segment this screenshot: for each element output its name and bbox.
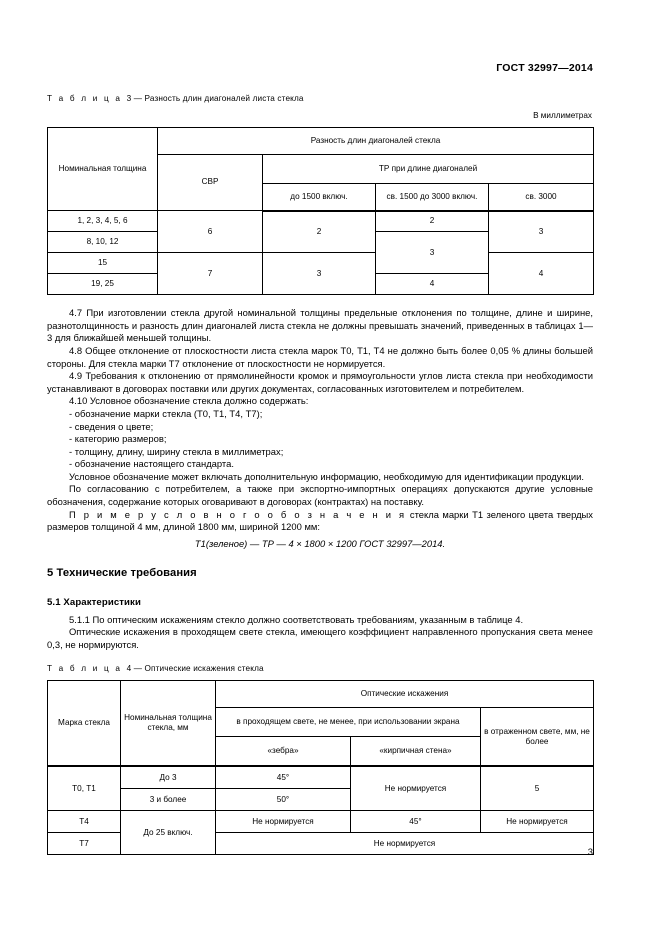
- table4-cell-thickness: До 25 включ.: [121, 811, 216, 855]
- table3-cell-tr2: 3: [376, 232, 489, 274]
- table4-cell-zebra: 50°: [216, 789, 351, 811]
- paragraph-4-9: 4.9 Требования к отклонению от прямолинейности кромок и прямоугольности углов листа стекла при необходимости устанавливают в договорах поставки или других документах, согласованных изготовителем и потребителем.: [47, 370, 593, 394]
- paragraph-agreement: По согласованию с потребителем, а также при экспортно-импортных операциях допускаются другие условные обозначения, содержание которых оговаривают в договорах (контрактах) на поставку.: [47, 483, 593, 508]
- table4-header-thickness: Номинальная толщина стекла, мм: [121, 681, 216, 767]
- table4-cell-thickness: 3 и более: [121, 789, 216, 811]
- table3-cell-thickness: 15: [48, 253, 158, 274]
- section-heading-5: 5 Технические требования: [47, 566, 197, 579]
- table4-header-transmitted: в проходящем свете, не менее, при использовании экрана: [216, 708, 481, 737]
- table4-cell-brand: Т7: [48, 833, 121, 855]
- table4-header-row-1: [48, 681, 594, 708]
- paragraph-optical-distortions: Оптические искажения в проходящем свете стекла, имеющего коэффициент направленного пропускания света менее 0,3, не нормируются.: [47, 626, 593, 651]
- table4-header-brick: «кирпичная стена»: [351, 737, 481, 767]
- paragraph-example: [47, 509, 593, 534]
- table3-cell-svr: 6: [158, 211, 263, 253]
- example-rest: стекла марки Т1 зеленого цвета твердых размеров толщиной 4 мм, длиной 1800 мм, шириной 1200 мм:: [47, 508, 594, 533]
- table3-cell-tr1: 3: [263, 253, 376, 295]
- table-row: [48, 211, 594, 232]
- table3-caption-dash: —: [133, 94, 143, 103]
- page-content: [47, 94, 593, 855]
- bullet-item: - обозначение марки стекла (Т0, Т1, Т4, Т7);: [69, 407, 263, 419]
- subsection-heading-5-1: 5.1 Характеристики: [47, 596, 141, 608]
- table3-header-tr-c3: св. 3000: [489, 183, 594, 211]
- bullet-item: - толщину, длину, ширину стекла в миллиметрах;: [69, 445, 284, 457]
- table3-caption-title: Разность длин диагоналей листа стекла: [144, 94, 304, 103]
- table4-cell-zebra: Не нормируется: [216, 833, 594, 855]
- paragraph-4-8: 4.8 Общее отклонение от плоскостности листа стекла марок Т0, Т1, Т4 не должно быть более 0,05 % длины большей стороны. Для стекла марки Т7 отклонение от плоскостности не нормируется.: [47, 344, 593, 369]
- table4-cell-brick: 45°: [351, 811, 481, 833]
- paragraph-4-10: 4.10 Условное обозначение стекла должно содержать:: [69, 395, 309, 407]
- paragraph-4-7: 4.7 При изготовлении стекла другой номинальной толщины предельные отклонения по толщине, длине и ширине, разнотолщинность и разность длин диагоналей листа стекла не должны превышать значений, приведенных в таблицах 1—3 для ближайшей меньшей толщины.: [47, 307, 593, 344]
- table3-header-group: Разность длин диагоналей стекла: [158, 127, 594, 154]
- table4-header-brand: Марка стекла: [48, 681, 121, 767]
- page-number: 3: [587, 846, 593, 857]
- table4-cell-reflected: Не нормируется: [481, 811, 594, 833]
- table3-cell-svr: 7: [158, 253, 263, 295]
- example-designation-code: Т1(зеленое) — ТР — 4 × 1800 × 1200 ГОСТ 32997—2014.: [194, 537, 446, 549]
- table4-caption-prefix: Т а б л и ц а: [47, 663, 123, 673]
- standard-number-header: ГОСТ 32997—2014: [496, 62, 593, 74]
- table3-header-thickness: Номинальная толщина: [48, 127, 158, 211]
- table4-cell-zebra: 45°: [216, 766, 351, 789]
- bullet-item: - категорию размеров;: [69, 433, 167, 445]
- table3-cell-thickness: 19, 25: [48, 274, 158, 295]
- table4-caption-title: Оптические искажения стекла: [144, 663, 264, 673]
- table-row: [48, 766, 594, 789]
- table3-header-row-1: [48, 127, 594, 154]
- table4-header-zebra: «зебра»: [216, 737, 351, 767]
- table3-cell-tr2: 2: [376, 211, 489, 232]
- example-label: П р и м е р у с л о в н о г о о б о з н а ч е н и я: [69, 508, 407, 520]
- table3-header-svr: СВР: [158, 154, 263, 211]
- table4-header-reflected: в отраженном свете, мм, не более: [481, 708, 594, 767]
- table4-cell-zebra: Не нормируется: [216, 811, 351, 833]
- table4-caption: [47, 664, 593, 675]
- table3-cell-thickness: 1, 2, 3, 4, 5, 6: [48, 211, 158, 232]
- table3-cell-tr3: 4: [489, 253, 594, 295]
- paragraph-conditional-designation: Условное обозначение может включать дополнительную информацию, необходимую для идентификации продукции.: [69, 470, 584, 482]
- table4-cell-brand: Т4: [48, 811, 121, 833]
- table-3-diagonal-differences: [47, 127, 594, 296]
- table-4-optical-distortions: [47, 680, 594, 855]
- table3-caption-prefix: Т а б л и ц а: [47, 94, 123, 103]
- table3-cell-thickness: 8, 10, 12: [48, 232, 158, 253]
- table3-cell-tr3: 3: [489, 211, 594, 253]
- table-row: [48, 253, 594, 274]
- bullet-item: - сведения о цвете;: [69, 420, 154, 432]
- table3-cell-tr1: 2: [263, 211, 376, 253]
- bullet-item: - обозначение настоящего стандарта.: [69, 458, 234, 470]
- table3-header-tr-group: ТР при длине диагоналей: [263, 154, 594, 183]
- table4-cell-thickness: До 3: [121, 766, 216, 789]
- table-row: [48, 811, 594, 833]
- table3-caption-number: 3: [126, 94, 132, 103]
- table3-header-tr-c2: св. 1500 до 3000 включ.: [376, 183, 489, 211]
- table4-header-group: Оптические искажения: [216, 681, 594, 708]
- table3-units-note: В миллиметрах: [533, 110, 592, 120]
- table4-caption-number: 4: [126, 663, 132, 673]
- table3-header-tr-c1: до 1500 включ.: [263, 183, 376, 211]
- table4-cell-reflected: 5: [481, 766, 594, 811]
- paragraph-5-1-1: 5.1.1 По оптическим искажениям стекло должно соответствовать требованиям, указанным в таблице 4.: [69, 613, 524, 625]
- table3-caption: [47, 94, 593, 105]
- table4-cell-brand: Т0, Т1: [48, 766, 121, 811]
- table3-cell-tr2: 4: [376, 274, 489, 295]
- table4-caption-dash: —: [133, 663, 143, 673]
- table4-cell-brick: Не нормируется: [351, 766, 481, 811]
